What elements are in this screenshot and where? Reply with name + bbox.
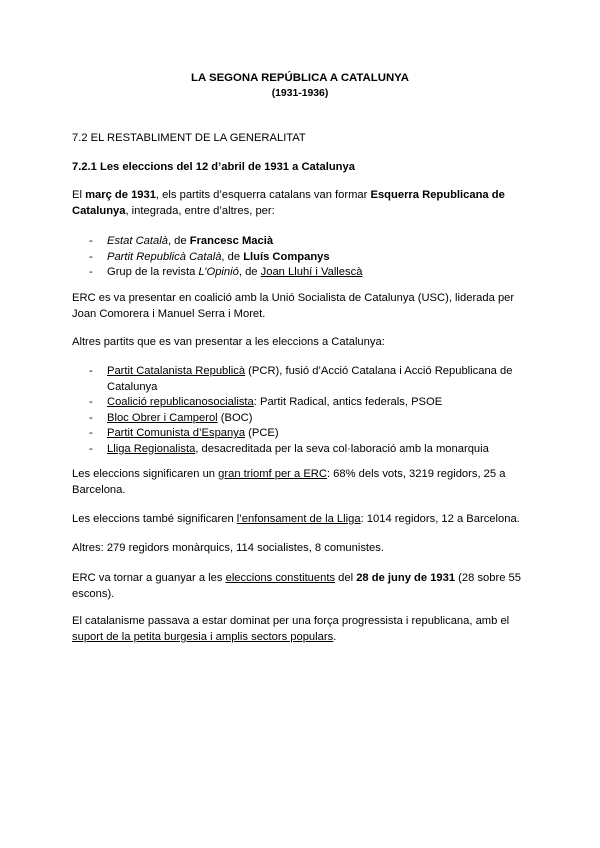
list-item: - Lliga Regionalista, desacreditada per la seva col·laboració amb la monarquia xyxy=(89,442,489,455)
document-title: LA SEGONA REPÚBLICA A CATALUNYA xyxy=(191,72,409,84)
paragraph-other-results: Altres: 279 regidors monàrquics, 114 socialistes, 8 comunistes. xyxy=(72,542,384,554)
document-subtitle: (1931-1936) xyxy=(271,88,329,99)
date-bold: març de 1931 xyxy=(85,189,156,201)
paragraph-lliga-collapse: Les eleccions també significaren l’enfonsament de la Lliga: 1014 regidors, 12 a Barcelona. xyxy=(72,513,520,525)
list-item: - Estat Català, de Francesc Macià xyxy=(89,235,274,247)
section-heading: 7.2 EL RESTABLIMENT DE LA GENERALITAT xyxy=(72,132,306,144)
list-item: - Coalició republicanosocialista: Partit Radical, antics federals, PSOE xyxy=(89,396,443,408)
list-item: - Grup de la revista L’Opinió, de Joan Lluhí i Vallescà xyxy=(89,266,363,278)
list-item: - Partit Catalanista Republicà (PCR), fusió d’Acció Catalana i Acció Republicana de Catalunya xyxy=(89,365,513,393)
list-item: - Partit Comunista d’Espanya (PCE) xyxy=(89,427,279,439)
paragraph-erc-formation: El març de 1931, els partits d’esquerra catalans van formar Esquerra Republicana de Catalunya, integrada, entre d’altres, per: xyxy=(72,189,505,217)
subsection-heading: 7.2.1 Les eleccions del 12 d’abril de 1931 a Catalunya xyxy=(72,161,355,173)
paragraph-catalanism: El catalanisme passava a estar dominat per una força progressista i republicana, amb el suport de la petita burgesia i amplis sectors populars. xyxy=(72,615,510,643)
paragraph-constituent-elections: ERC va tornar a guanyar a les eleccions constituents del 28 de juny de 1931 (28 sobre 55 escons). xyxy=(72,572,522,600)
paragraph-erc-triumph: Les eleccions significaren un gran triomf per a ERC: 68% dels vots, 3219 regidors, 25 a Barcelona. xyxy=(72,468,506,496)
list-item: - Bloc Obrer i Camperol (BOC) xyxy=(89,411,253,424)
erc-components-list xyxy=(72,234,532,281)
paragraph-erc-coalition: ERC es va presentar en coalició amb la Unió Socialista de Catalunya (USC), liderada per Joan Comorera i Manuel Serra i Moret. xyxy=(72,292,515,320)
paragraph-other-parties-intro: Altres partits que es van presentar a les eleccions a Catalunya: xyxy=(72,336,385,348)
other-parties-list xyxy=(72,364,532,457)
list-item: - Partit Republicà Català, de Lluís Companys xyxy=(89,250,330,263)
party-name-bold: Esquerra Republicana de Catalunya xyxy=(72,189,505,217)
